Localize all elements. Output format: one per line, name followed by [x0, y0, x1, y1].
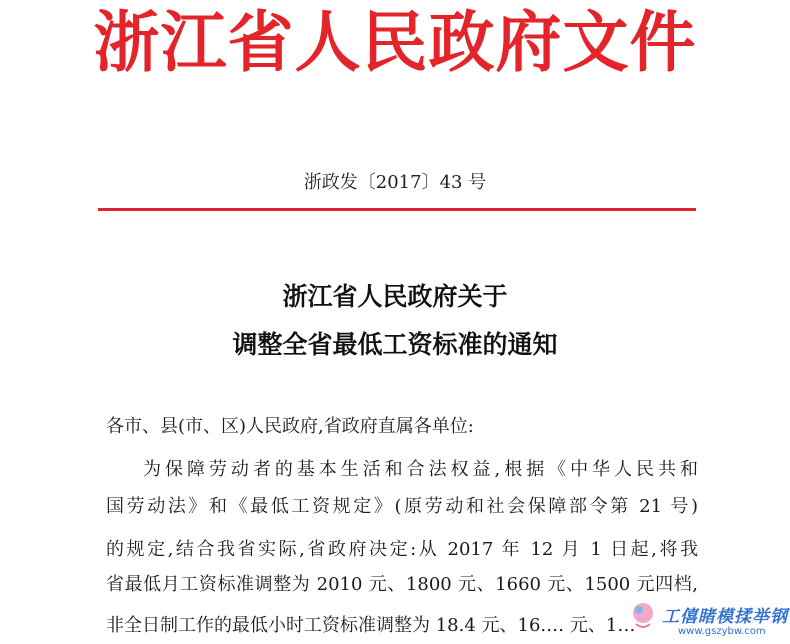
- masthead-title: 浙江省人民政府文件: [93, 3, 697, 81]
- site-watermark: [622, 598, 790, 644]
- document-number: 浙政发〔2017〕43 号: [303, 172, 487, 193]
- body-paragraph-line: 非全日制工作的最低小时工资标准调整为 18.4 元、16.… 元、1…: [106, 615, 636, 636]
- watermark-text: 工僖睹模揉举钢: [662, 607, 788, 627]
- body-paragraph-line: 国劳动法》和《最低工资规定》(原劳动和社会保障部令第 21 号): [106, 496, 698, 517]
- body-paragraph-line: 省最低月工资标准调整为 2010 元、1800 元、1660 元、1500 元四档,: [106, 574, 698, 595]
- notice-title-line-2: 调整全省最低工资标准的通知: [232, 330, 558, 359]
- notice-title-line-1: 浙江省人民政府关于: [282, 282, 508, 311]
- watermark-logo-icon: [630, 600, 656, 630]
- body-paragraph-line: 的规定,结合我省实际,省政府决定:从 2017 年 12 月 1 日起,将我: [106, 539, 698, 560]
- body-paragraph-line: 为保障劳动者的基本生活和合法权益,根据《中华人民共和: [143, 459, 698, 480]
- red-divider-rule: [98, 208, 696, 211]
- watermark-url: www.gszybw.com: [678, 626, 766, 637]
- salutation: 各市、县(市、区)人民政府,省政府直属各单位:: [106, 416, 474, 437]
